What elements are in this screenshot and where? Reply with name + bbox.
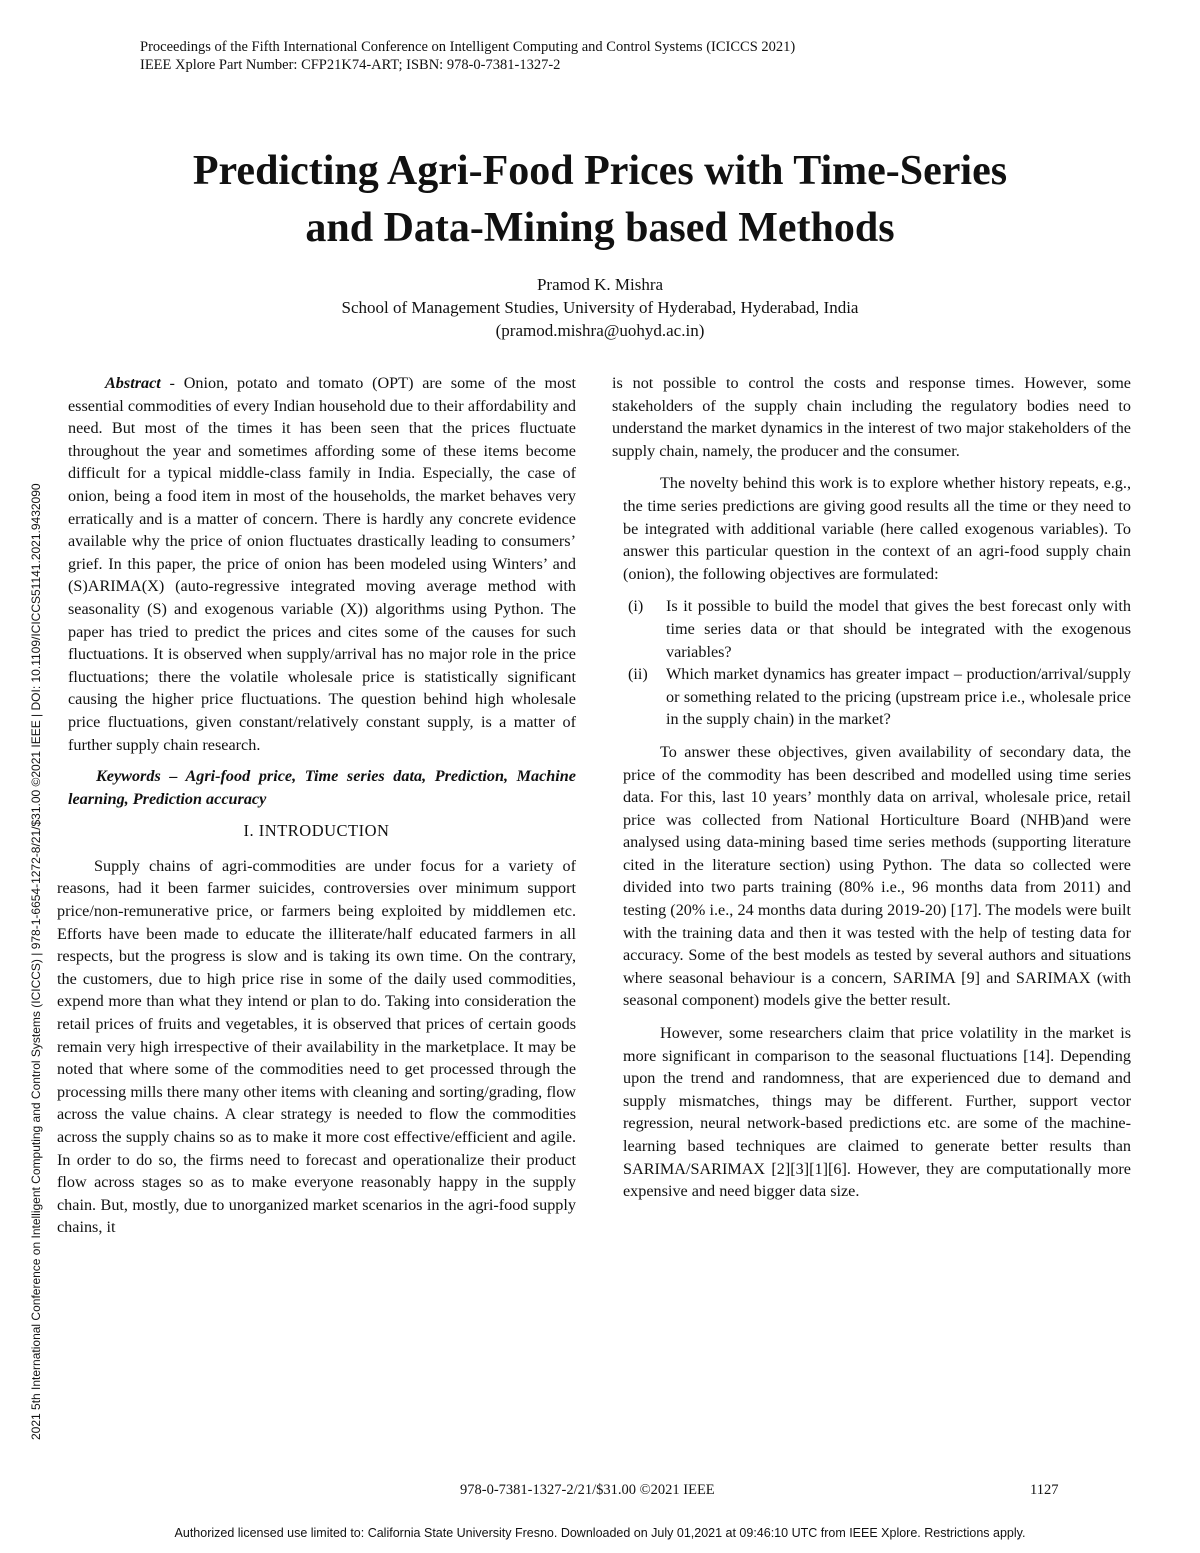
objective-item [612, 663, 1131, 731]
answer-paragraph: To answer these objectives, given availability of secondary data, the price of the commodity has been described and modelled using time series data. For this, last 10 years’ monthly data on arrival, wholesale price, retail price was collected from National Horticulture Board (NHB)and were analysed using data-mining based time series methods (supporting literature cited in the literature section) using Python. The data so collected were divided into two parts training (80% i.e., 96 months data from 2011) and testing (20% i.e., 24 months data during 2019-20) [17]. The models were built with the training data and then it was tested with the help of testing data for accuracy. Some of the best models as tested by several authors and situations where seasonal behaviour is a concern, SARIMA [9] and SARIMAX (with seasonal component) models give the better result. [623, 742, 1131, 1010]
section-heading-introduction: I. INTRODUCTION [243, 821, 390, 841]
abstract-text: - Onion, potato and tomato (OPT) are some of the most essential commodities of every Indian household due to their affordability and need. But most of the times it has been seen that the prices fluctuate throughout the year and sometimes affording some of these items become difficult for a typical middle-class family in India. Especially, the case of onion, being a food item in most of the households, the market behaves very erratically and is a matter of concern. There is hardly any concrete evidence available why the price of onion fluctuates drastically leading to consumers’ grief. In this paper, the price of onion has been modeled using Winters’ and (S)ARIMA(X) (auto-regressive integrated moving average method with seasonality (S) and exogenous variable (X)) algorithms using Python. The paper has tried to predict the prices and cites some of the causes for such fluctuations. It is observed when supply/arrival has no major role in the price fluctuations; there the volatile wholesale price is statistically significant causing the higher price fluctuations. The question behind high wholesale price fluctuations, given constant/relatively constant supply, is a matter of further supply chain research. [68, 374, 576, 754]
proceedings-header [140, 38, 795, 74]
intro-continuation: is not possible to control the costs and response times. However, some stakeholders of the supply chain including the regulatory bodies need to understand the market dynamics in the interest of two major stakeholders of the supply chain, namely, the producer and the consumer. [612, 374, 1131, 460]
footer-isbn: 978-0-7381-1327-2/21/$31.00 ©2021 IEEE [460, 1482, 715, 1498]
novelty-paragraph: The novelty behind this work is to explore whether history repeats, e.g., the time series predictions are giving good results all the time or they need to be integrated with additional variable (here called exogenous variables). To answer this particular question in the context of an agri-food supply chain (onion), the following objectives are formulated: [623, 474, 1131, 583]
doi-sidebar: 2021 5th International Conference on Intelligent Computing and Control Systems (ICICCS) | 978-1-6654-1272-8/21/$31.00 ©2021 IEEE | DOI: 10.1109/ICICCS51141.2021.9432090 [29, 483, 43, 1440]
author-email: (pramod.mishra@uohyd.ac.in) [495, 321, 705, 340]
paper-title [80, 143, 1120, 257]
proceedings-line: Proceedings of the Fifth International Conference on Intelligent Computing and Control Systems (ICICCS 2021) [140, 39, 796, 55]
left-column [57, 372, 576, 1239]
part-number-line: IEEE Xplore Part Number: CFP21K74-ART; ISBN: 978-0-7381-1327-2 [140, 57, 561, 73]
abstract [57, 372, 576, 756]
objective-text: Which market dynamics has greater impact – production/arrival/supply or something related to the pricing (upstream price i.e., wholesale price in the supply chain) in the market? [666, 665, 1131, 729]
author-name: Pramod K. Mishra [536, 275, 664, 294]
abstract-label: Abstract [105, 374, 161, 392]
objective-item [612, 595, 1131, 663]
keywords: Keywords – Agri-food price, Time series data, Prediction, Machine learning, Prediction accuracy [68, 767, 576, 808]
author-block [100, 273, 1100, 342]
page-number: 1127 [1030, 1482, 1059, 1498]
objective-text: Is it possible to build the model that gives the best forecast only with time series data or that should be integrated with the exogenous variables? [666, 597, 1131, 661]
however-paragraph: However, some researchers claim that price volatility in the market is more significant in comparison to the seasonal fluctuations [14]. Depending upon the trend and randomness, that are experienced due to demand and supply mismatches, things may be different. Further, support vector regression, neural network-based predictions etc. are some of the machine-learning based techniques are claimed to generate better results than SARIMA/SARIMAX [2][3][1][6]. However, they are computationally more expensive and need bigger data size. [623, 1024, 1131, 1201]
title-line-2: and Data-Mining based Methods [305, 205, 895, 251]
title-line-1: Predicting Agri-Food Prices with Time-Series [192, 148, 1008, 194]
license-notice: Authorized licensed use limited to: California State University Fresno. Downloaded on July 01,2021 at 09:46:10 UTC from IEEE Xplore. Restrictions apply. [174, 1526, 1026, 1540]
objectives-list [612, 595, 1131, 731]
objective-number: (ii) [628, 665, 648, 684]
right-column [612, 372, 1131, 1203]
objective-number: (i) [628, 597, 644, 616]
author-affiliation: School of Management Studies, University of Hyderabad, Hyderabad, India [341, 298, 859, 317]
intro-paragraph: Supply chains of agri-commodities are under focus for a variety of reasons, had it been farmer suicides, controversies over minimum support price/non-remunerative price, or farmers being exploited by middlemen etc. Efforts have been made to educate the illiterate/half educated farmers in all respects, but the progress is slow and is taking its own time. On the contrary, the customers, due to high price rise in some of the daily used commodities, expend more than what they intend or plan to do. Taking into consideration the retail prices of fruits and vegetables, it is observed that prices of certain goods remain very high irrespective of their availability in the marketplace. It may be noted that where some of the commodities need to get processed through the processing mills there many other items with cleaning and sorting/grading, flow across the value chains. A clear strategy is needed to flow the commodities across the supply chains so as to make it more cost effective/efficient and agile. In order to do so, the firms need to forecast and operationalize their product flow across stages so as to make everyone reasonably happy in the supply chain. But, mostly, due to unorganized market scenarios in the agri-food supply chains, it [57, 856, 576, 1237]
